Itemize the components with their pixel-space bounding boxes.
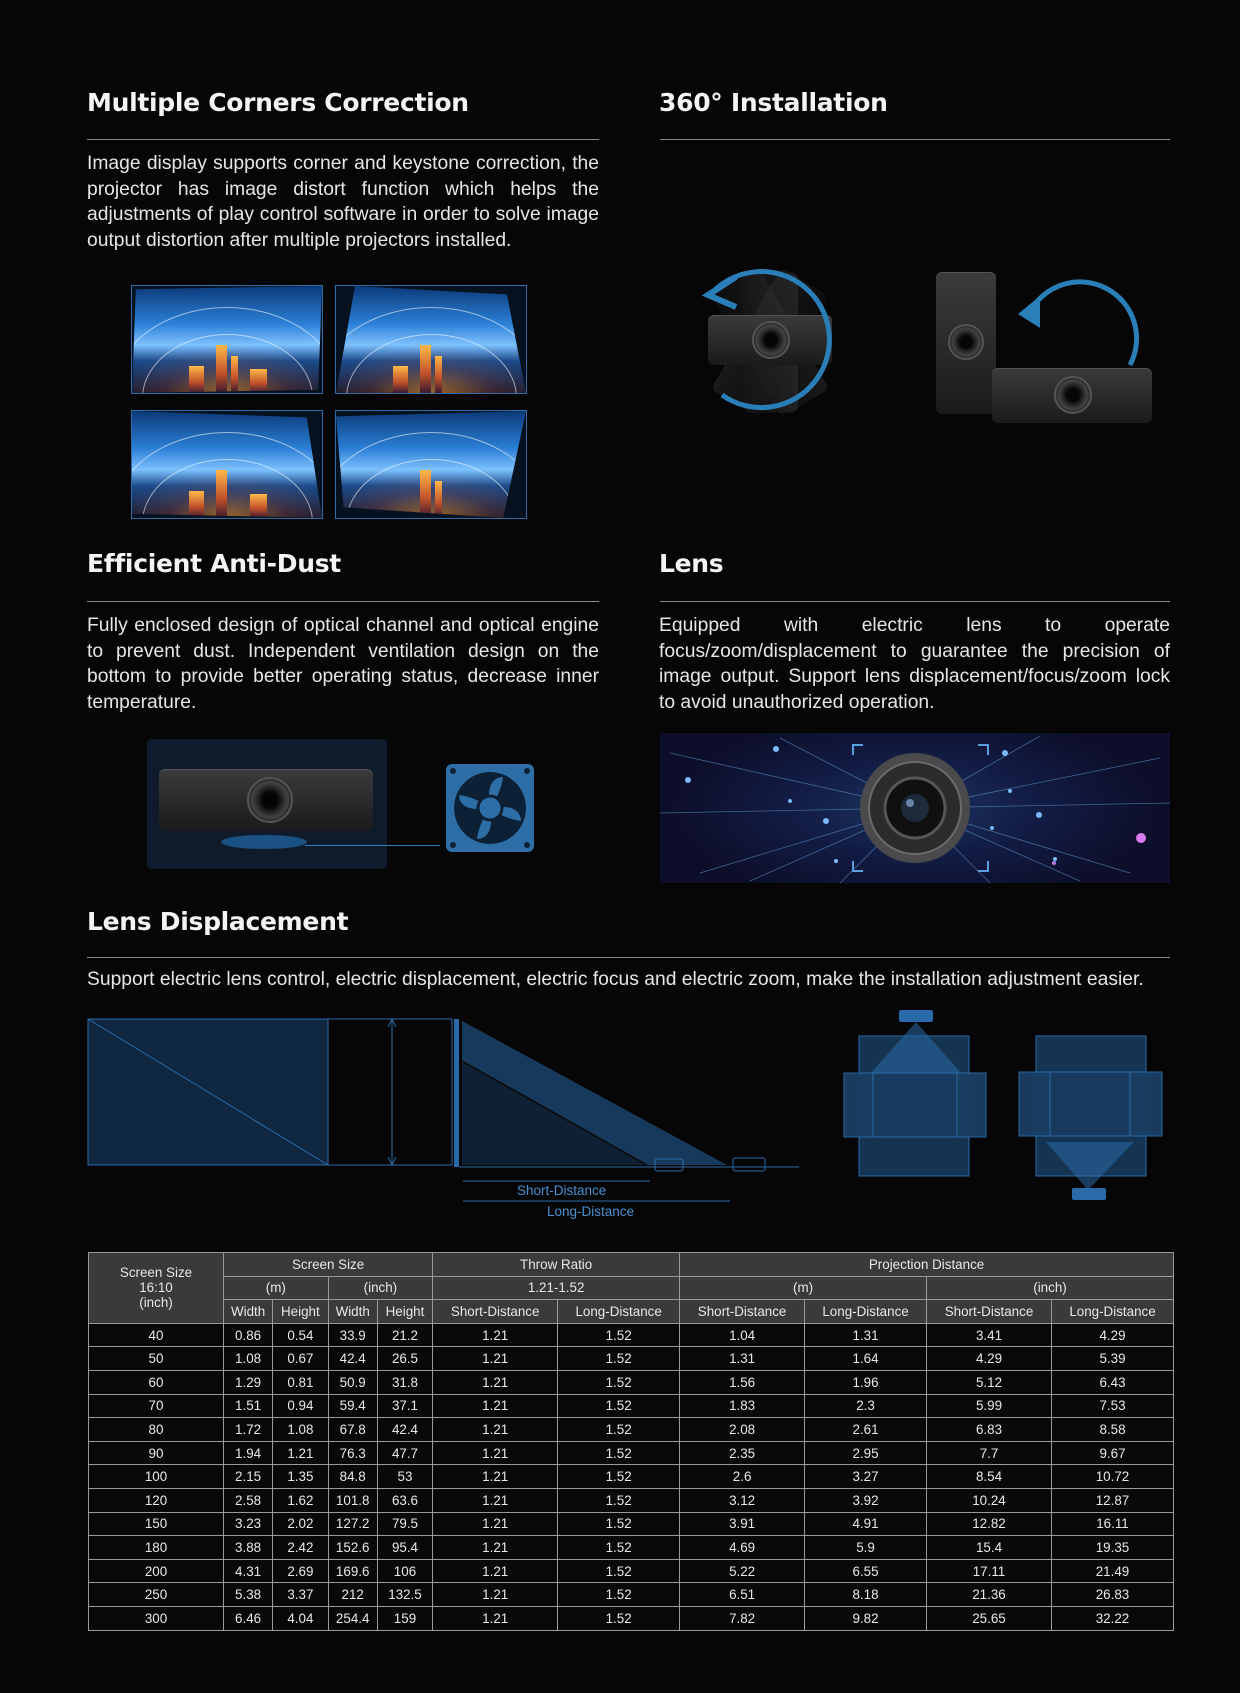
rotate-arrow-icon <box>640 215 900 465</box>
table-row <box>89 1583 1174 1607</box>
table-cell: 79.5 <box>377 1512 432 1536</box>
header-throw-ratio: Throw Ratio <box>433 1253 680 1277</box>
table-cell: 0.67 <box>273 1347 328 1371</box>
table-cell: 3.41 <box>927 1323 1052 1347</box>
table-cell: 2.35 <box>680 1441 805 1465</box>
table-cell: 2.69 <box>273 1559 328 1583</box>
corners-title: Multiple Corners Correction <box>87 88 469 117</box>
table-cell: 26.5 <box>377 1347 432 1371</box>
table-cell: 1.08 <box>273 1418 328 1442</box>
corner-correction-image-4 <box>335 410 527 519</box>
table-cell: 159 <box>377 1606 432 1630</box>
corner-correction-image-1 <box>131 285 323 394</box>
table-cell: 1.52 <box>558 1323 680 1347</box>
header-unit-inch: (inch) <box>927 1276 1174 1300</box>
table-cell: 7.7 <box>927 1441 1052 1465</box>
table-cell: 1.21 <box>433 1347 558 1371</box>
fan-icon <box>445 763 535 853</box>
table-cell: 60 <box>89 1370 224 1394</box>
table-cell: 90 <box>89 1441 224 1465</box>
spec-table-body <box>89 1323 1174 1630</box>
table-cell: 1.29 <box>224 1370 273 1394</box>
table-cell: 1.21 <box>433 1559 558 1583</box>
table-cell: 169.6 <box>328 1559 377 1583</box>
table-cell: 101.8 <box>328 1488 377 1512</box>
table-cell: 9.82 <box>805 1606 927 1630</box>
table-cell: 250 <box>89 1583 224 1607</box>
table-cell: 40 <box>89 1323 224 1347</box>
table-cell: 6.55 <box>805 1559 927 1583</box>
table-row <box>89 1559 1174 1583</box>
table-cell: 7.82 <box>680 1606 805 1630</box>
table-cell: 7.53 <box>1052 1394 1174 1418</box>
table-cell: 53 <box>377 1465 432 1489</box>
table-cell: 0.94 <box>273 1394 328 1418</box>
table-cell: 2.42 <box>273 1536 328 1560</box>
table-cell: 3.37 <box>273 1583 328 1607</box>
table-cell: 26.83 <box>1052 1583 1174 1607</box>
flip-arrow-icon <box>930 270 1160 430</box>
table-cell: 2.95 <box>805 1441 927 1465</box>
table-cell: 3.91 <box>680 1512 805 1536</box>
table-cell: 59.4 <box>328 1394 377 1418</box>
table-cell: 1.21 <box>433 1488 558 1512</box>
table-cell: 42.4 <box>328 1347 377 1371</box>
table-cell: 8.58 <box>1052 1418 1174 1442</box>
table-cell: 15.4 <box>927 1536 1052 1560</box>
displacement-title: Lens Displacement <box>87 907 349 936</box>
rotation-illustration <box>640 215 900 465</box>
table-row <box>89 1370 1174 1394</box>
header-unit-m: (m) <box>224 1276 329 1300</box>
table-cell: 1.52 <box>558 1606 680 1630</box>
table-cell: 5.9 <box>805 1536 927 1560</box>
table-cell: 132.5 <box>377 1583 432 1607</box>
table-cell: 1.21 <box>433 1394 558 1418</box>
table-cell: 127.2 <box>328 1512 377 1536</box>
header-unit-inch: (inch) <box>328 1276 433 1300</box>
table-cell: 32.22 <box>1052 1606 1174 1630</box>
table-row <box>89 1394 1174 1418</box>
table-cell: 1.21 <box>433 1418 558 1442</box>
header-long: Long-Distance <box>1052 1300 1174 1324</box>
table-cell: 1.31 <box>680 1347 805 1371</box>
table-cell: 21.36 <box>927 1583 1052 1607</box>
table-cell: 2.15 <box>224 1465 273 1489</box>
table-cell: 3.23 <box>224 1512 273 1536</box>
lens-title: Lens <box>659 549 724 578</box>
antidust-text: Fully enclosed design of optical channel and optical engine to prevent dust. Independent ventilation design on the bottom to provide better operating status, decrease inner temperature. <box>87 615 599 713</box>
header-long: Long-Distance <box>558 1300 680 1324</box>
table-cell: 67.8 <box>328 1418 377 1442</box>
lens-text: Equipped with electric lens to operate focus/zoom/displacement to guarantee the precision of image output. Support lens displacement/focus/zoom lock to avoid unauthorized operation. <box>659 615 1170 713</box>
table-cell: 95.4 <box>377 1536 432 1560</box>
displacement-text: Support electric lens control, electric displacement, electric focus and electric zoom, make the installation adjustment easier. <box>87 969 1144 990</box>
antidust-title: Efficient Anti-Dust <box>87 549 341 578</box>
table-cell: 1.21 <box>433 1512 558 1536</box>
table-cell: 1.21 <box>433 1583 558 1607</box>
table-cell: 12.87 <box>1052 1488 1174 1512</box>
table-cell: 2.02 <box>273 1512 328 1536</box>
flip-illustration <box>930 270 1160 430</box>
table-cell: 10.72 <box>1052 1465 1174 1489</box>
table-cell: 2.61 <box>805 1418 927 1442</box>
table-cell: 212 <box>328 1583 377 1607</box>
table-cell: 25.65 <box>927 1606 1052 1630</box>
table-cell: 1.83 <box>680 1394 805 1418</box>
table-cell: 5.38 <box>224 1583 273 1607</box>
floor-mount-diagram <box>1018 1034 1163 1204</box>
table-cell: 4.91 <box>805 1512 927 1536</box>
table-cell: 300 <box>89 1606 224 1630</box>
table-cell: 2.58 <box>224 1488 273 1512</box>
table-cell: 1.56 <box>680 1370 805 1394</box>
header-height: Height <box>377 1300 432 1324</box>
projection-spec-table <box>88 1252 1174 1631</box>
table-cell: 4.31 <box>224 1559 273 1583</box>
corners-rule <box>87 139 599 140</box>
table-row <box>89 1441 1174 1465</box>
lens-illustration <box>660 733 1170 883</box>
table-cell: 106 <box>377 1559 432 1583</box>
antidust-illustration <box>147 739 387 869</box>
header-width: Width <box>224 1300 273 1324</box>
table-cell: 5.12 <box>927 1370 1052 1394</box>
table-cell: 21.2 <box>377 1323 432 1347</box>
table-row <box>89 1347 1174 1371</box>
table-cell: 2.08 <box>680 1418 805 1442</box>
table-cell: 152.6 <box>328 1536 377 1560</box>
table-row <box>89 1536 1174 1560</box>
table-cell: 2.6 <box>680 1465 805 1489</box>
table-cell: 1.21 <box>433 1441 558 1465</box>
header-short: Short-Distance <box>927 1300 1052 1324</box>
table-cell: 12.82 <box>927 1512 1052 1536</box>
header-height: Height <box>273 1300 328 1324</box>
table-cell: 8.54 <box>927 1465 1052 1489</box>
table-row <box>89 1606 1174 1630</box>
header-screen-size: Screen Size <box>224 1253 433 1277</box>
table-cell: 1.52 <box>558 1394 680 1418</box>
table-cell: 1.94 <box>224 1441 273 1465</box>
table-cell: 4.69 <box>680 1536 805 1560</box>
table-cell: 10.24 <box>927 1488 1052 1512</box>
table-cell: 1.52 <box>558 1512 680 1536</box>
table-cell: 1.52 <box>558 1347 680 1371</box>
airflow-line <box>305 845 440 846</box>
table-cell: 0.54 <box>273 1323 328 1347</box>
table-cell: 37.1 <box>377 1394 432 1418</box>
long-distance-label: Long-Distance <box>547 1204 635 1219</box>
table-cell: 1.52 <box>558 1465 680 1489</box>
table-cell: 1.51 <box>224 1394 273 1418</box>
table-cell: 50 <box>89 1347 224 1371</box>
installation-title: 360° Installation <box>659 88 888 117</box>
table-cell: 180 <box>89 1536 224 1560</box>
table-cell: 17.11 <box>927 1559 1052 1583</box>
header-short: Short-Distance <box>680 1300 805 1324</box>
header-width: Width <box>328 1300 377 1324</box>
table-cell: 19.35 <box>1052 1536 1174 1560</box>
table-cell: 150 <box>89 1512 224 1536</box>
table-cell: 120 <box>89 1488 224 1512</box>
table-cell: 3.88 <box>224 1536 273 1560</box>
table-cell: 1.08 <box>224 1347 273 1371</box>
table-cell: 5.39 <box>1052 1347 1174 1371</box>
table-cell: 4.29 <box>1052 1323 1174 1347</box>
corner-correction-image-3 <box>131 410 323 519</box>
table-cell: 200 <box>89 1559 224 1583</box>
table-cell: 6.51 <box>680 1583 805 1607</box>
table-cell: 1.52 <box>558 1536 680 1560</box>
table-row <box>89 1488 1174 1512</box>
header-short: Short-Distance <box>433 1300 558 1324</box>
table-cell: 100 <box>89 1465 224 1489</box>
table-cell: 1.35 <box>273 1465 328 1489</box>
header-long: Long-Distance <box>805 1300 927 1324</box>
table-cell: 1.64 <box>805 1347 927 1371</box>
table-cell: 1.21 <box>433 1606 558 1630</box>
table-cell: 1.52 <box>558 1583 680 1607</box>
table-row <box>89 1323 1174 1347</box>
table-cell: 1.21 <box>433 1370 558 1394</box>
table-cell: 5.22 <box>680 1559 805 1583</box>
table-cell: 4.29 <box>927 1347 1052 1371</box>
table-cell: 1.31 <box>805 1323 927 1347</box>
table-cell: 1.72 <box>224 1418 273 1442</box>
header-throw-range: 1.21-1.52 <box>433 1276 680 1300</box>
header-screen-size-col: Screen Size 16:10 (inch) <box>89 1253 224 1324</box>
table-cell: 70 <box>89 1394 224 1418</box>
lens-rule <box>660 601 1170 602</box>
table-cell: 1.52 <box>558 1418 680 1442</box>
table-cell: 1.96 <box>805 1370 927 1394</box>
table-cell: 80 <box>89 1418 224 1442</box>
table-cell: 4.04 <box>273 1606 328 1630</box>
table-cell: 1.21 <box>433 1536 558 1560</box>
installation-rule <box>660 139 1170 140</box>
table-cell: 1.04 <box>680 1323 805 1347</box>
table-cell: 1.52 <box>558 1441 680 1465</box>
table-cell: 8.18 <box>805 1583 927 1607</box>
table-cell: 84.8 <box>328 1465 377 1489</box>
table-cell: 5.99 <box>927 1394 1052 1418</box>
table-cell: 6.43 <box>1052 1370 1174 1394</box>
corner-correction-image-2 <box>335 285 527 394</box>
table-cell: 6.83 <box>927 1418 1052 1442</box>
table-cell: 63.6 <box>377 1488 432 1512</box>
table-cell: 1.52 <box>558 1370 680 1394</box>
table-cell: 1.21 <box>433 1465 558 1489</box>
table-cell: 9.67 <box>1052 1441 1174 1465</box>
table-cell: 50.9 <box>328 1370 377 1394</box>
corners-text: Image display supports corner and keystone correction, the projector has image distort function which helps the adjustments of play control software in order to solve image output distortion after multiple projectors installed. <box>87 153 599 251</box>
table-cell: 1.21 <box>433 1323 558 1347</box>
antidust-rule <box>87 601 599 602</box>
table-cell: 1.21 <box>273 1441 328 1465</box>
table-cell: 0.86 <box>224 1323 273 1347</box>
table-row <box>89 1512 1174 1536</box>
table-cell: 47.7 <box>377 1441 432 1465</box>
table-cell: 3.12 <box>680 1488 805 1512</box>
table-cell: 1.62 <box>273 1488 328 1512</box>
table-cell: 16.11 <box>1052 1512 1174 1536</box>
table-cell: 0.81 <box>273 1370 328 1394</box>
table-cell: 33.9 <box>328 1323 377 1347</box>
table-cell: 42.4 <box>377 1418 432 1442</box>
table-row <box>89 1465 1174 1489</box>
table-cell: 21.49 <box>1052 1559 1174 1583</box>
table-cell: 3.27 <box>805 1465 927 1489</box>
short-distance-label: Short-Distance <box>517 1183 607 1198</box>
table-cell: 76.3 <box>328 1441 377 1465</box>
header-unit-m: (m) <box>680 1276 927 1300</box>
table-cell: 3.92 <box>805 1488 927 1512</box>
table-cell: 1.52 <box>558 1488 680 1512</box>
ceiling-mount-diagram <box>843 1008 988 1178</box>
displacement-rule <box>87 957 1170 958</box>
header-projection-distance: Projection Distance <box>680 1253 1174 1277</box>
table-cell: 2.3 <box>805 1394 927 1418</box>
table-cell: 1.52 <box>558 1559 680 1583</box>
throw-distance-diagram <box>87 1015 807 1220</box>
table-row <box>89 1418 1174 1442</box>
table-cell: 254.4 <box>328 1606 377 1630</box>
table-cell: 31.8 <box>377 1370 432 1394</box>
table-cell: 6.46 <box>224 1606 273 1630</box>
